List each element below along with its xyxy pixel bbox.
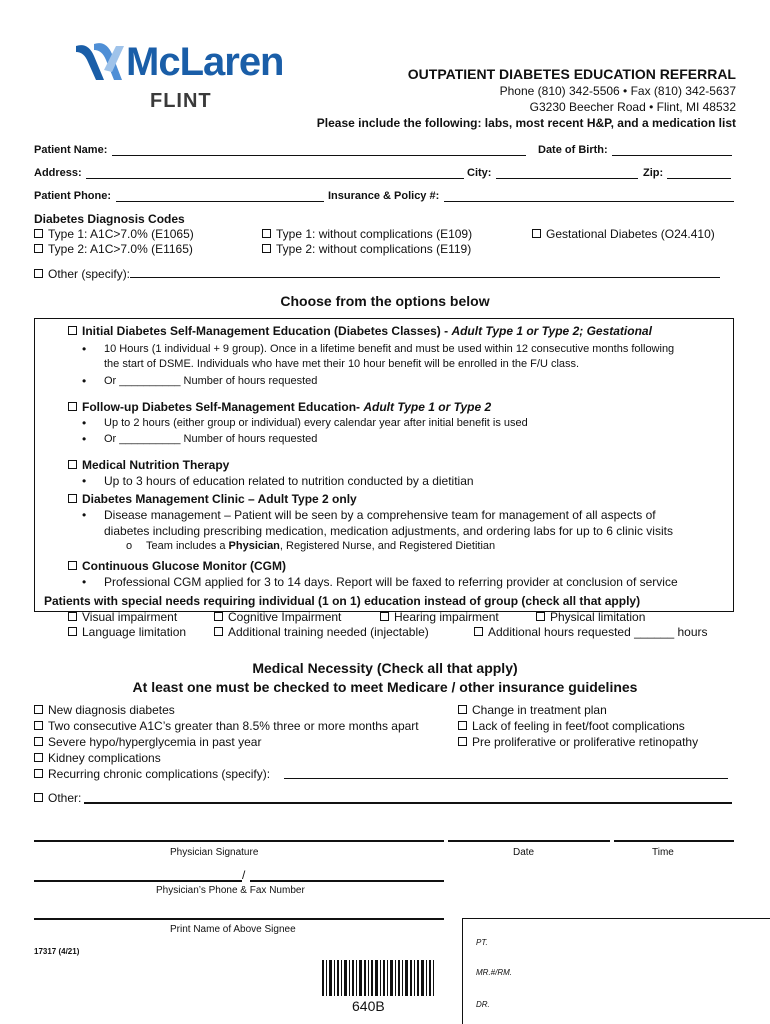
- address-field[interactable]: [86, 167, 464, 179]
- barcode: [322, 960, 434, 996]
- address-line: G3230 Beecher Road • Flint, MI 48532: [529, 100, 736, 114]
- checkbox-icon[interactable]: [34, 753, 43, 762]
- followup-hours-requested[interactable]: Or __________ Number of hours requested: [104, 433, 318, 445]
- checkbox-icon[interactable]: [474, 627, 483, 636]
- logo-wordmark: McLaren: [126, 40, 284, 84]
- necessity-new-diagnosis[interactable]: New diagnosis diabetes: [34, 703, 175, 717]
- option-dmc[interactable]: Diabetes Management Clinic – Adult Type 2 only: [68, 492, 357, 506]
- dsme-bullet-1-line-2: the start of DSME. Individuals who have met their 10 hour benefit will be enrolled in the F/U class.: [104, 358, 580, 370]
- phone-fax-separator: /: [242, 868, 246, 882]
- checkbox-icon[interactable]: [34, 229, 43, 238]
- phone-field[interactable]: [116, 190, 324, 202]
- necessity-subtitle: At least one must be checked to meet Medicare / other insurance guidelines: [132, 679, 638, 695]
- checkbox-icon[interactable]: [68, 326, 77, 335]
- bullet-icon: •: [82, 432, 87, 446]
- special-training[interactable]: Additional training needed (injectable): [214, 625, 429, 639]
- followup-bullet-1: Up to 2 hours (either group or individual) every calendar year after initial benefit is used: [104, 417, 528, 429]
- insurance-label: Insurance & Policy #:: [328, 190, 440, 202]
- checkbox-icon[interactable]: [68, 561, 77, 570]
- patient-name-field[interactable]: [112, 144, 526, 156]
- necessity-recurring[interactable]: Recurring chronic complications (specify):: [34, 767, 270, 781]
- necessity-hypo-hyper[interactable]: Severe hypo/hyperglycemia in past year: [34, 735, 261, 749]
- necessity-retinopathy[interactable]: Pre proliferative or proliferative retinopathy: [458, 735, 698, 749]
- date-field[interactable]: [448, 830, 610, 842]
- checkbox-icon[interactable]: [214, 612, 223, 621]
- code-other[interactable]: Other (specify):: [34, 267, 130, 281]
- phone-fax-line: Phone (810) 342-5506 • Fax (810) 342-5637: [499, 84, 736, 98]
- dob-field[interactable]: [612, 144, 732, 156]
- checkbox-icon[interactable]: [34, 244, 43, 253]
- option-followup[interactable]: Follow-up Diabetes Self-Management Education- Adult Type 1 or Type 2: [68, 400, 491, 414]
- bullet-icon: •: [82, 508, 87, 522]
- checkbox-icon[interactable]: [458, 737, 467, 746]
- time-label: Time: [652, 847, 674, 858]
- checkbox-icon[interactable]: [458, 705, 467, 714]
- code-gestational[interactable]: Gestational Diabetes (O24.410): [532, 227, 715, 241]
- physician-phone-field[interactable]: [34, 870, 242, 882]
- barcode-icon: [322, 960, 434, 996]
- physician-phone-fax-label: Physician’s Phone & Fax Number: [156, 885, 305, 896]
- options-title: Choose from the options below: [280, 293, 490, 309]
- dmc-bullet-1-line-2: diabetes including prescribing medication, medication adjustments, and ordering labs for up to 6 clinic visits: [104, 524, 673, 538]
- special-needs-title: Patients with special needs requiring individual (1 on 1) education instead of group (check all that apply): [44, 594, 641, 608]
- special-cognitive[interactable]: Cognitive Impairment: [214, 610, 341, 624]
- checkbox-icon[interactable]: [34, 793, 43, 802]
- checkbox-icon[interactable]: [68, 402, 77, 411]
- checkbox-icon[interactable]: [536, 612, 545, 621]
- special-additional-hours[interactable]: Additional hours requested ______ hours: [474, 625, 708, 639]
- mr-label: MR.#/RM.: [476, 968, 512, 977]
- checkbox-icon[interactable]: [34, 705, 43, 714]
- code-type1-e109[interactable]: Type 1: without complications (E109): [262, 227, 472, 241]
- option-cgm[interactable]: Continuous Glucose Monitor (CGM): [68, 559, 286, 573]
- city-label: City:: [467, 167, 492, 179]
- checkbox-icon[interactable]: [34, 269, 43, 278]
- cgm-bullet-1: Professional CGM applied for 3 to 14 days. Report will be faxed to referring provider at conclusion of service: [104, 575, 678, 589]
- special-language[interactable]: Language limitation: [68, 625, 186, 639]
- special-hearing[interactable]: Hearing impairment: [380, 610, 499, 624]
- special-physical[interactable]: Physical limitation: [536, 610, 645, 624]
- physician-signature-label: Physician Signature: [170, 847, 259, 858]
- necessity-other-field[interactable]: [84, 791, 732, 804]
- checkbox-icon[interactable]: [262, 244, 271, 253]
- necessity-a1c[interactable]: Two consecutive A1C’s greater than 8.5% three or more months apart: [34, 719, 419, 733]
- dmc-sub-bullet: Team includes a Physician, Registered Nurse, and Registered Dietitian: [146, 540, 496, 552]
- phone-label: Patient Phone:: [34, 190, 112, 202]
- checkbox-icon[interactable]: [380, 612, 389, 621]
- bullet-icon: •: [82, 474, 87, 488]
- bullet-icon: •: [82, 342, 87, 356]
- barcode-label: 640B: [352, 998, 385, 1014]
- diagnosis-title: Diabetes Diagnosis Codes: [34, 212, 185, 226]
- zip-field[interactable]: [667, 167, 731, 179]
- print-name-field[interactable]: [34, 908, 444, 920]
- code-type1-e1065[interactable]: Type 1: A1C>7.0% (E1065): [34, 227, 194, 241]
- address-label: Address:: [34, 167, 82, 179]
- bullet-icon: •: [82, 575, 87, 589]
- dmc-bullet-1-line-1: Disease management – Patient will be seen by a comprehensive team for management of all aspects of: [104, 508, 656, 522]
- dr-label: DR.: [476, 1000, 490, 1009]
- dsme-bullet-1-line-1: 10 Hours (1 individual + 9 group). Once in a lifetime benefit and must be used within 12 consecutive months following: [104, 343, 675, 355]
- necessity-feet[interactable]: Lack of feeling in feet/foot complications: [458, 719, 685, 733]
- recurring-specify-field[interactable]: [284, 767, 728, 779]
- pt-label: PT.: [476, 938, 488, 947]
- logo-subtitle: FLINT: [150, 90, 212, 112]
- necessity-kidney[interactable]: Kidney complications: [34, 751, 161, 765]
- physician-fax-field[interactable]: [250, 870, 444, 882]
- zip-label: Zip:: [643, 167, 664, 179]
- checkbox-icon[interactable]: [262, 229, 271, 238]
- checkbox-icon[interactable]: [214, 627, 223, 636]
- checkbox-icon[interactable]: [458, 721, 467, 730]
- code-type2-e1165[interactable]: Type 2: A1C>7.0% (E1165): [34, 242, 193, 256]
- physician-signature-field[interactable]: [34, 830, 444, 842]
- dmc-sub-bullet-icon: o: [126, 540, 133, 552]
- checkbox-icon[interactable]: [34, 769, 43, 778]
- option-mnt[interactable]: Medical Nutrition Therapy: [68, 458, 229, 472]
- time-field[interactable]: [614, 830, 734, 842]
- checkbox-icon[interactable]: [532, 229, 541, 238]
- form-title: OUTPATIENT DIABETES EDUCATION REFERRAL: [407, 66, 736, 82]
- dob-label: Date of Birth:: [538, 144, 608, 156]
- checkbox-icon[interactable]: [34, 737, 43, 746]
- checkbox-icon[interactable]: [68, 494, 77, 503]
- dsme-hours-requested[interactable]: Or __________ Number of hours requested: [104, 375, 318, 387]
- checkbox-icon[interactable]: [34, 721, 43, 730]
- checkbox-icon[interactable]: [68, 627, 77, 636]
- insurance-field[interactable]: [444, 190, 734, 202]
- city-field[interactable]: [496, 167, 638, 179]
- patient-name-label: Patient Name:: [34, 144, 108, 156]
- code-other-field[interactable]: [130, 268, 720, 278]
- instructions-line: Please include the following: labs, most recent H&P, and a medication list: [316, 116, 736, 130]
- bullet-icon: •: [82, 416, 87, 430]
- special-visual[interactable]: Visual impairment: [68, 610, 177, 624]
- checkbox-icon[interactable]: [68, 460, 77, 469]
- bullet-icon: •: [82, 374, 87, 388]
- checkbox-icon[interactable]: [68, 612, 77, 621]
- necessity-change-treatment[interactable]: Change in treatment plan: [458, 703, 607, 717]
- necessity-title: Medical Necessity (Check all that apply): [252, 660, 518, 676]
- mnt-bullet-1: Up to 3 hours of education related to nutrition conducted by a dietitian: [104, 474, 474, 488]
- print-name-label: Print Name of Above Signee: [170, 924, 296, 935]
- necessity-other[interactable]: Other:: [34, 791, 81, 805]
- date-label: Date: [513, 847, 535, 858]
- option-dsme[interactable]: Initial Diabetes Self-Management Education (Diabetes Classes) - Adult Type 1 or Type 2; Gestational: [68, 324, 652, 338]
- mclaren-swoosh-icon: [74, 40, 134, 84]
- code-type2-e119[interactable]: Type 2: without complications (E119): [262, 242, 471, 256]
- form-number: 17317 (4/21): [34, 947, 80, 956]
